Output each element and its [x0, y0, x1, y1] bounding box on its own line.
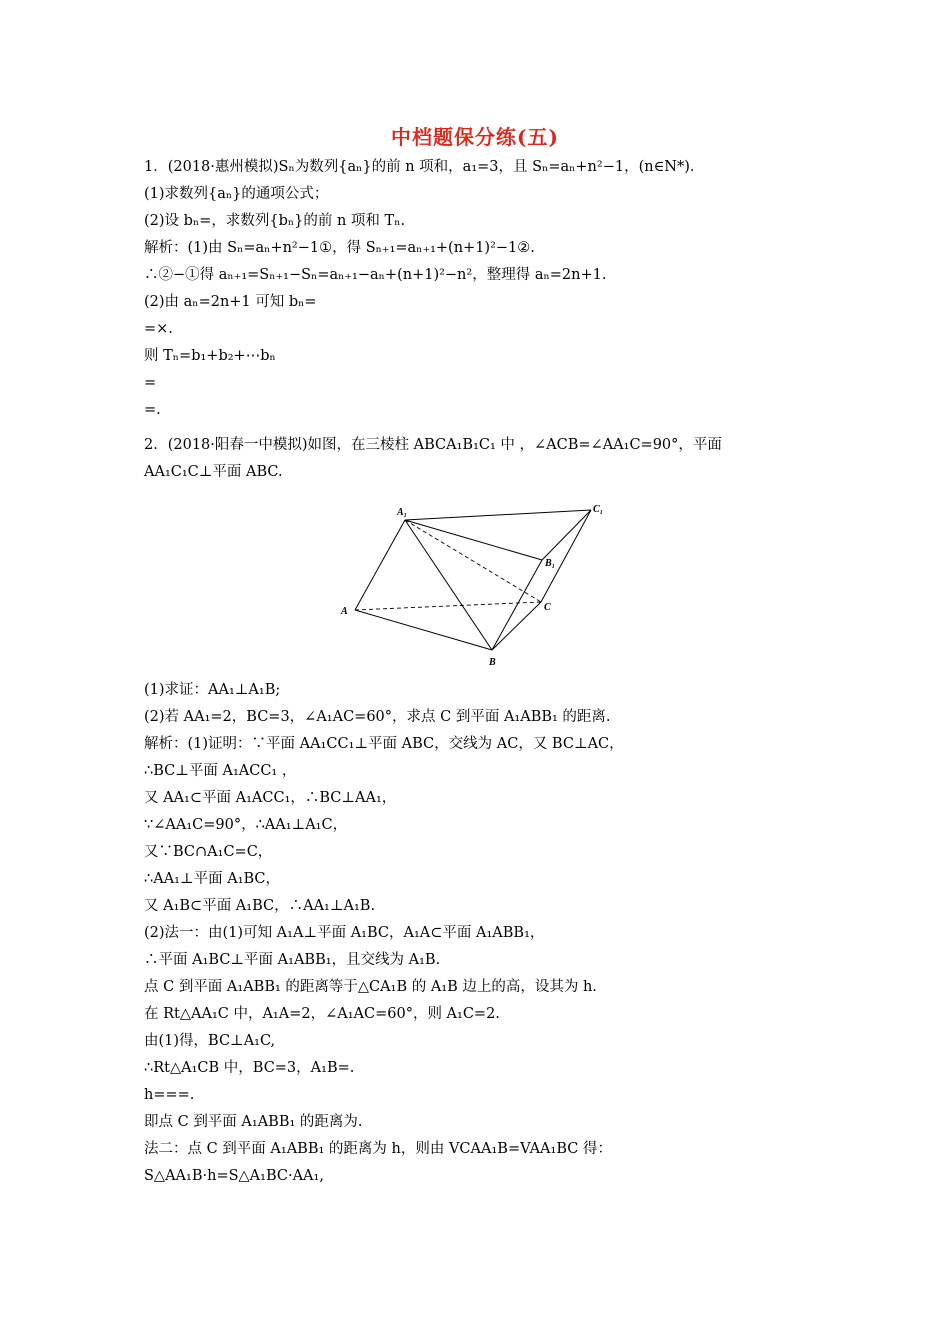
text-line: ∴BC⊥平面 A₁ACC₁ ， [144, 763, 297, 779]
text-line: ∴AA₁⊥平面 A₁BC， [144, 871, 281, 887]
label-a1: A₁ [397, 507, 408, 518]
label-b1: B₁ [545, 558, 556, 569]
text-line: ∵∠AA₁C=90°，∴AA₁⊥A₁C， [144, 817, 348, 833]
text-line: (1)求证：AA₁⊥A₁B; [144, 682, 281, 698]
text-line: 解析：(1)证明：∵平面 AA₁CC₁⊥平面 ABC，交线为 AC，又 BC⊥AC， [144, 736, 624, 752]
text-line: ∴平面 A₁BC⊥平面 A₁ABB₁，且交线为 A₁B. [144, 952, 441, 968]
problem-1 [144, 154, 824, 424]
edge-b-c [492, 602, 541, 650]
text-line: =. [144, 402, 161, 418]
edge-a1-a [355, 520, 405, 610]
text-line: 法二：点 C 到平面 A₁ABB₁ 的距离为 h，则由 VCAA₁B=VAA₁BC 得： [144, 1141, 612, 1157]
text-line: AA₁C₁C⊥平面 ABC. [144, 464, 283, 480]
edge-a-b [355, 610, 492, 650]
page-title: 中档题保分练(五) [391, 125, 559, 149]
text-line: (2)若 AA₁=2，BC=3，∠A₁AC=60°，求点 C 到平面 A₁ABB₁ 的距离. [144, 709, 611, 725]
label-c: C [544, 602, 551, 613]
edge-b-b1 [492, 560, 542, 650]
text-line: ∴②−①得 aₙ₊₁=Sₙ₊₁−Sₙ=aₙ₊₁−aₙ+(n+1)²−n²，整理得 aₙ=2n+1. [144, 267, 607, 283]
prism-diagram [335, 500, 615, 672]
text-line: 又 A₁B⊂平面 A₁BC，∴AA₁⊥A₁B. [144, 898, 376, 914]
text-line: 在 Rt△AA₁C 中，A₁A=2，∠A₁AC=60°，则 A₁C=2. [144, 1006, 500, 1022]
text-line: (1)求数列{aₙ}的通项公式； [144, 186, 329, 202]
text-line: 1．(2018·惠州模拟)Sₙ为数列{aₙ}的前 n 项和，a₁=3，且 Sₙ=aₙ+n²−1，(n∈N*)． [144, 159, 705, 175]
problem-2-body [144, 677, 824, 1190]
hidden-edge-a-c [355, 602, 541, 610]
edge-a1-b [405, 520, 492, 650]
text-line: 又 AA₁⊂平面 A₁ACC₁，∴BC⊥AA₁， [144, 790, 397, 806]
text-line: 即点 C 到平面 A₁ABB₁ 的距离为. [144, 1114, 363, 1130]
text-line: S△AA₁B·h=S△A₁BC·AA₁, [144, 1168, 324, 1184]
text-line: 由(1)得，BC⊥A₁C, [144, 1033, 276, 1049]
label-a: A [341, 606, 348, 617]
edge-c-c1 [541, 510, 591, 602]
text-line: 则 Tₙ=b₁+b₂+⋯bₙ [144, 348, 276, 364]
label-c1: C₁ [593, 504, 604, 515]
text-line: =×. [144, 321, 173, 337]
text-line: 解析：(1)由 Sₙ=aₙ+n²−1①，得 Sₙ₊₁=aₙ₊₁+(n+1)²−1②. [144, 240, 535, 256]
text-line: (2)法一：由(1)可知 A₁A⊥平面 A₁BC，A₁A⊂平面 A₁ABB₁， [144, 925, 545, 941]
text-line: 2．(2018·阳春一中模拟)如图，在三棱柱 ABCA₁B₁C₁ 中 ，∠ACB=∠AA₁C=90°，平面 [144, 437, 722, 453]
edge-b1-c1 [542, 510, 591, 560]
text-line: h===. [144, 1087, 195, 1103]
edge-a1-c1 [405, 510, 591, 520]
text-line: 点 C 到平面 A₁ABB₁ 的距离等于△CA₁B 的 A₁B 边上的高，设其为 h. [144, 979, 597, 995]
prism-figure [335, 500, 615, 672]
hidden-edge-a1-c [405, 520, 541, 602]
text-line: = [144, 375, 157, 391]
label-b: B [489, 657, 496, 668]
edge-a1-b1 [405, 520, 542, 560]
problem-2-intro [144, 432, 824, 486]
text-line: 又∵BC∩A₁C=C， [144, 844, 273, 860]
text-line: (2)设 bₙ=，求数列{bₙ}的前 n 项和 Tₙ. [144, 213, 406, 229]
text-line: ∴Rt△A₁CB 中，BC=3，A₁B=. [144, 1060, 355, 1076]
text-line: (2)由 aₙ=2n+1 可知 bₙ= [144, 294, 317, 310]
